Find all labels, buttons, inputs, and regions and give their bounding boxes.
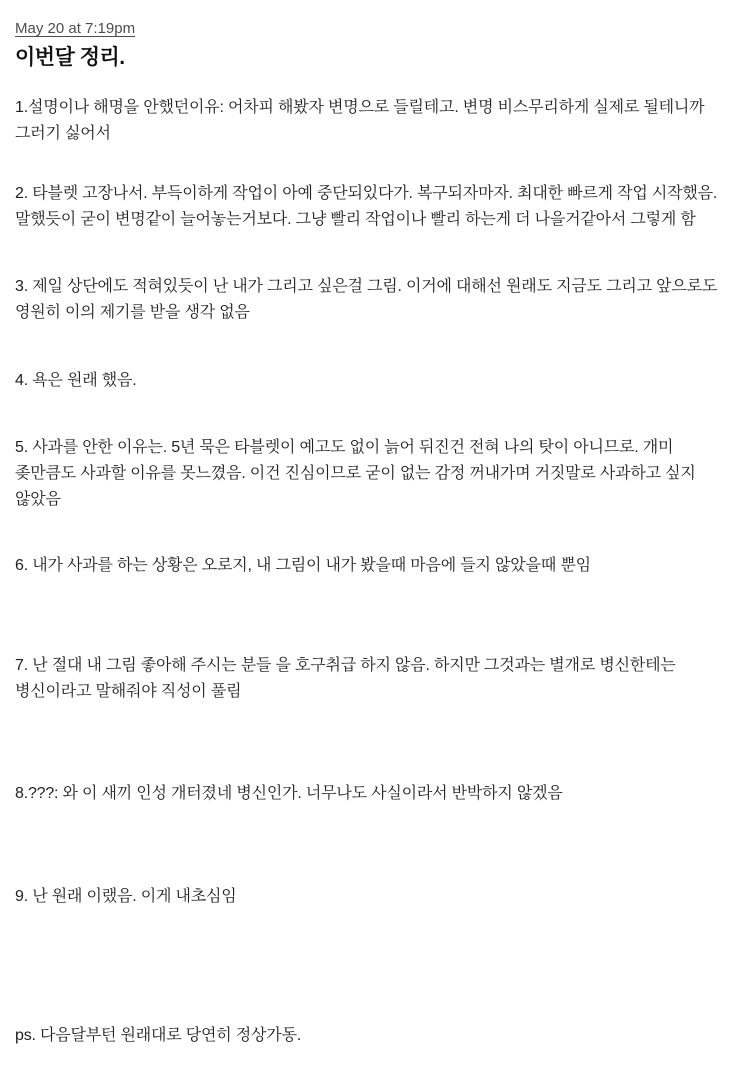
post-paragraph-1: 1.설명이나 해명을 안했던이유: 어차피 해봤자 변명으로 들릴테고. 변명 비스무리하게 실제로 될테니까 그러기 싫어서 bbox=[15, 99, 705, 142]
post-paragraph-9: 9. 난 원래 이랬음. 이게 내초심임 bbox=[15, 888, 237, 905]
post-body bbox=[15, 95, 725, 1049]
post-paragraph-6: 6. 내가 사과를 하는 상황은 오로지, 내 그림이 내가 봤을때 마음에 들지 않았을때 뿐임 bbox=[15, 557, 591, 574]
post-paragraph-8: 8.???: 와 이 새끼 인성 개터졌네 병신인가. 너무나도 사실이라서 반박하지 않겠음 bbox=[15, 785, 563, 802]
post-paragraph-5: 5. 사과를 안한 이유는. 5년 묵은 타블렛이 예고도 없이 늙어 뒤진건 전혀 나의 탓이 아니므로. 개미 좆만큼도 사과할 이유를 못느꼈음. 이건 진심이므로 굳이 없는 감정 꺼내가며 거짓말로 사과하고 싶지 않았음 bbox=[15, 439, 696, 508]
post-paragraph-4: 4. 욕은 원래 했음. bbox=[15, 372, 137, 389]
post-timestamp-link[interactable]: May 20 at 7:19pm bbox=[15, 20, 136, 37]
post-paragraph-2: 2. 타블렛 고장나서. 부득이하게 작업이 아예 중단되있다가. 복구되자마자. 최대한 빠르게 작업 시작했음. 말했듯이 굳이 변명같이 늘어놓는거보다. 그냥 빨리 작업이나 빨리 하는게 더 나을거같아서 그렇게 함 bbox=[15, 185, 718, 228]
post-title: 이번달 정리. bbox=[15, 46, 125, 69]
post-paragraph-ps: ps. 다음달부턴 원래대로 당연히 정상가동. bbox=[15, 1027, 302, 1044]
post-paragraph-7: 7. 난 절대 내 그림 좋아해 주시는 분들 을 호구취급 하지 않음. 하지만 그것과는 별개로 병신한테는 병신이라고 말해줘야 직성이 풀림 bbox=[15, 657, 676, 700]
post-paragraph-3: 3. 제일 상단에도 적혀있듯이 난 내가 그리고 싶은걸 그림. 이거에 대해선 원래도 지금도 그리고 앞으로도 영원히 이의 제기를 받을 생각 없음 bbox=[15, 278, 718, 321]
